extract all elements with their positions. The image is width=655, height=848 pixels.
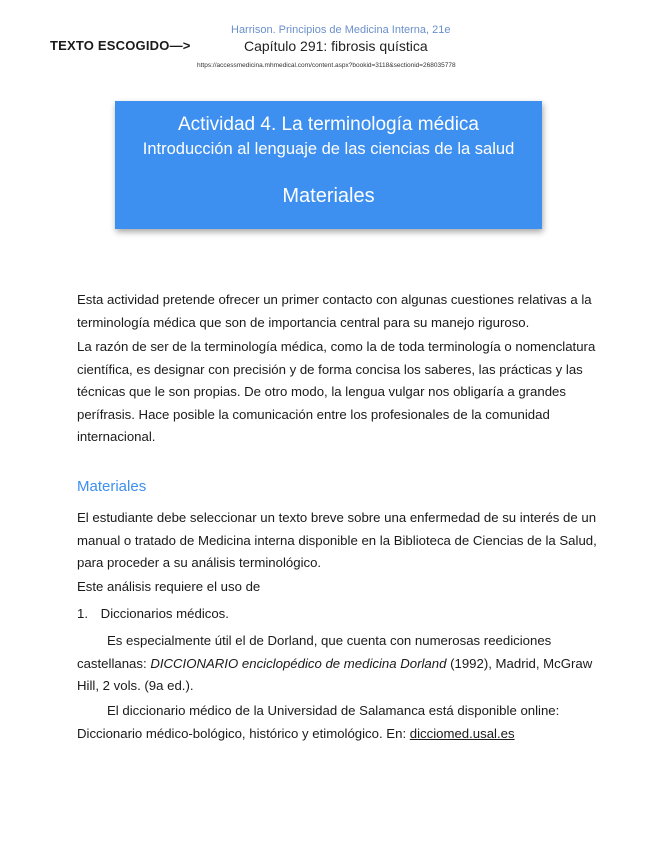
chapter-title: Capítulo 291: fibrosis quística (244, 38, 428, 54)
intro-paragraph-1: Esta actividad pretende ofrecer un primer contacto con algunas cuestiones relativas a la terminología médica que son de importancia central para su manejo riguroso. (77, 292, 592, 330)
dorland-edition: (1992), Madrid, McGraw Hill, 2 vols. (9a ed.). (77, 655, 593, 693)
salamanca-text: El diccionario médico de la Universidad de Salamanca está disponible online: Diccionario médico-bológico, histórico y etimológico. En: (77, 703, 560, 741)
source-url[interactable]: https://accessmedicina.mhmedical.com/content.aspx?bookid=3118&sectionid=268035778 (197, 62, 456, 69)
reference-book-title[interactable]: Harrison. Principios de Medicina Interna, 21e (231, 24, 451, 36)
list-number: 1. (77, 606, 88, 621)
banner-section-title: Materiales (282, 185, 375, 207)
activity-subtitle: Introducción al lenguaje de las ciencias de la salud (142, 140, 515, 158)
dicciomed-link[interactable]: dicciomed.usal.es (409, 725, 515, 741)
chosen-text-label: TEXTO ESCOGIDO—> (50, 38, 191, 53)
activity-banner (115, 101, 542, 229)
dorland-text: Es especialmente útil el de Dorland, que cuenta con numerosas reediciones castellanas: (77, 633, 552, 671)
activity-title: Actividad 4. La terminología médica (178, 114, 479, 135)
materials-heading: Materiales (77, 478, 147, 495)
materials-paragraph-2: Este análisis requiere el uso de (77, 579, 261, 594)
dorland-paragraph (77, 630, 597, 698)
dorland-title: DICCIONARIO enciclopédico de medicina Dorland (150, 655, 447, 671)
list-item (77, 603, 229, 626)
intro-paragraph-2: La razón de ser de la terminología médica, como la de toda terminología o nomenclatura científica, es designar con precisión y de forma concisa los saberes, las prácticas y las técnicas que le son propias. De otro modo, la lengua vulgar nos obligaría a grandes perífrasis. Hace posible la comunicación entre los profesionales de la comunidad internacional. (77, 339, 596, 444)
list-item-text: Diccionarios médicos. (100, 606, 229, 621)
salamanca-paragraph (77, 700, 597, 745)
materials-paragraph-1: El estudiante debe seleccionar un texto breve sobre una enfermedad de su interés de un manual o tratado de Medicina interna disponible en la Biblioteca de Ciencias de la Salud, para proceder a su análisis terminológico. (77, 510, 597, 570)
